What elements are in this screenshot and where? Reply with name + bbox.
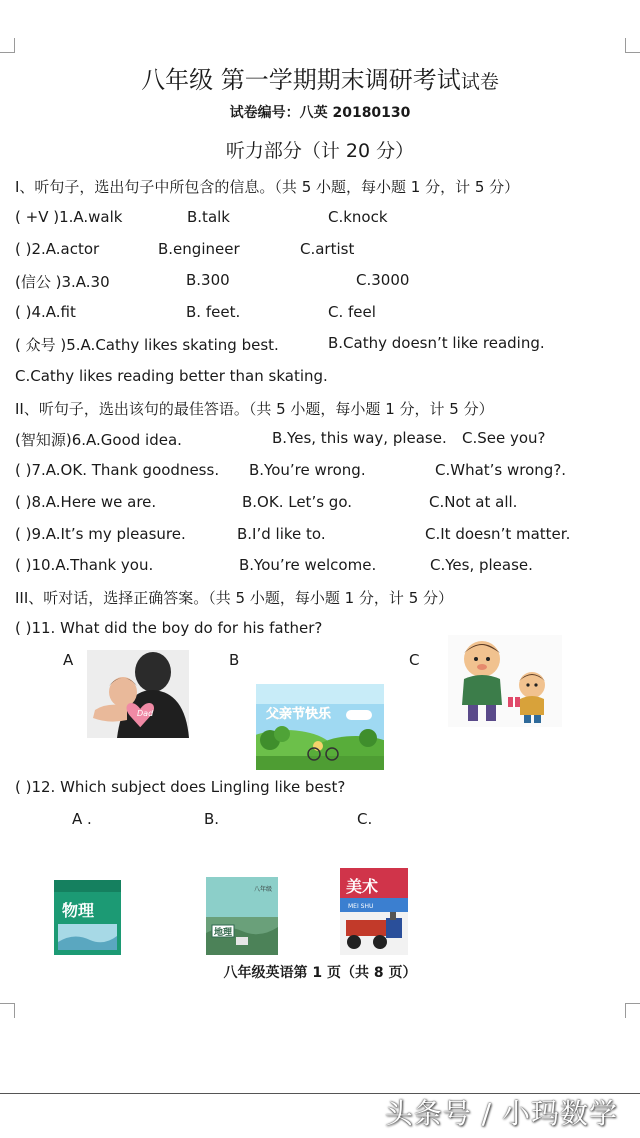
q11-image-a-hug-card	[87, 650, 189, 738]
q2-option-b: B.engineer	[158, 240, 240, 258]
q9-option-b: B.I’d like to.	[237, 525, 326, 543]
q12-book-geography	[206, 877, 278, 955]
exam-title-suffix: 试卷	[460, 71, 499, 93]
q10-option-b: B.You’re welcome.	[239, 556, 377, 574]
q10-option-a: ( )10.A.Thank you.	[15, 556, 154, 574]
q12-book-physics	[54, 880, 121, 955]
q3-option-a: (信公 )3.A.30	[15, 273, 110, 291]
q12-label-a: A .	[72, 810, 92, 828]
page-footer: 八年级英语第 1 页（共 8 页）	[223, 965, 417, 981]
q6-option-a: (智知源)6.A.Good idea.	[15, 431, 182, 449]
q5-option-a: ( 众号 )5.A.Cathy likes skating best.	[15, 336, 279, 354]
exam-title-main: 八年级 第一学期期末调研考试	[141, 66, 461, 94]
q11-banner-text: 父亲节快乐	[266, 707, 332, 722]
q3-option-c: C.3000	[356, 271, 410, 289]
section-1-heading: I、听句子，选出句子中所包含的信息。（共 5 小题，每小题 1 分，计 5 分）	[15, 178, 520, 196]
q5-option-b: B.Cathy doesn’t like reading.	[328, 334, 545, 352]
q5-option-c: C.Cathy likes reading better than skating.	[15, 367, 328, 385]
q11-label-c: C	[409, 651, 420, 669]
q11-stem: ( )11. What did the boy do for his father?	[15, 619, 323, 637]
q12-book-art-pinyin: MEI SHU	[348, 903, 374, 910]
crop-mark-top-right	[625, 38, 640, 53]
q6-option-b: B.Yes, this way, please.	[272, 429, 447, 447]
q12-book-art-title: 美术	[346, 877, 379, 896]
q2-option-c: C.artist	[300, 240, 355, 258]
crop-mark-bottom-left	[0, 1003, 15, 1018]
q12-stem: ( )12. Which subject does Lingling like best?	[15, 778, 346, 796]
paper-code: 试卷编号：八英 20180130	[229, 105, 411, 121]
q7-option-b: B.You’re wrong.	[249, 461, 366, 479]
q9-option-a: ( )9.A.It’s my pleasure.	[15, 525, 186, 543]
q4-option-a: ( )4.A.fit	[15, 303, 76, 321]
crop-mark-bottom-right	[625, 1003, 640, 1018]
q11-label-b: B	[229, 651, 240, 669]
q1-option-c: C.knock	[328, 208, 388, 226]
q7-option-a: ( )7.A.OK. Thank goodness.	[15, 461, 220, 479]
q3-option-b: B.300	[186, 271, 230, 289]
q12-label-b: B.	[204, 810, 220, 828]
q4-option-c: C. feel	[328, 303, 376, 321]
part-title: 听力部分（计 20 分）	[225, 140, 415, 162]
q11-card-text: Dad	[137, 709, 154, 718]
q8-option-b: B.OK. Let’s go.	[242, 493, 352, 511]
q12-label-c: C.	[357, 810, 373, 828]
q10-option-c: C.Yes, please.	[430, 556, 533, 574]
watermark: 头条号 / 小玛数学	[384, 1097, 618, 1130]
exam-title	[0, 60, 640, 95]
q7-option-c: C.What’s wrong?.	[435, 461, 567, 479]
section-3-heading: III、听对话，选择正确答案。（共 5 小题，每小题 1 分，计 5 分）	[15, 589, 454, 607]
q12-book-geography-grade: 八年级	[254, 886, 273, 893]
q1-option-b: B.talk	[187, 208, 230, 226]
q11-image-c-clay-figures-gift	[448, 635, 562, 727]
q8-option-a: ( )8.A.Here we are.	[15, 493, 157, 511]
q11-image-b-fathers-day-banner	[256, 684, 384, 770]
q4-option-b: B. feet.	[186, 303, 241, 321]
q1-option-a: ( +V )1.A.walk	[15, 208, 123, 226]
q12-book-geography-title: 地理	[214, 928, 233, 938]
q11-label-a: A	[63, 651, 74, 669]
section-2-heading: II、听句子，选出该句的最佳答语。（共 5 小题，每小题 1 分，计 5 分）	[15, 400, 494, 418]
q2-option-a: ( )2.A.actor	[15, 240, 100, 258]
crop-mark-top-left	[0, 38, 15, 53]
q12-book-art	[340, 868, 408, 955]
q12-book-physics-title: 物理	[62, 901, 95, 920]
q9-option-c: C.It doesn’t matter.	[425, 525, 571, 543]
q8-option-c: C.Not at all.	[429, 493, 518, 511]
q6-option-c: C.See you?	[462, 429, 546, 447]
